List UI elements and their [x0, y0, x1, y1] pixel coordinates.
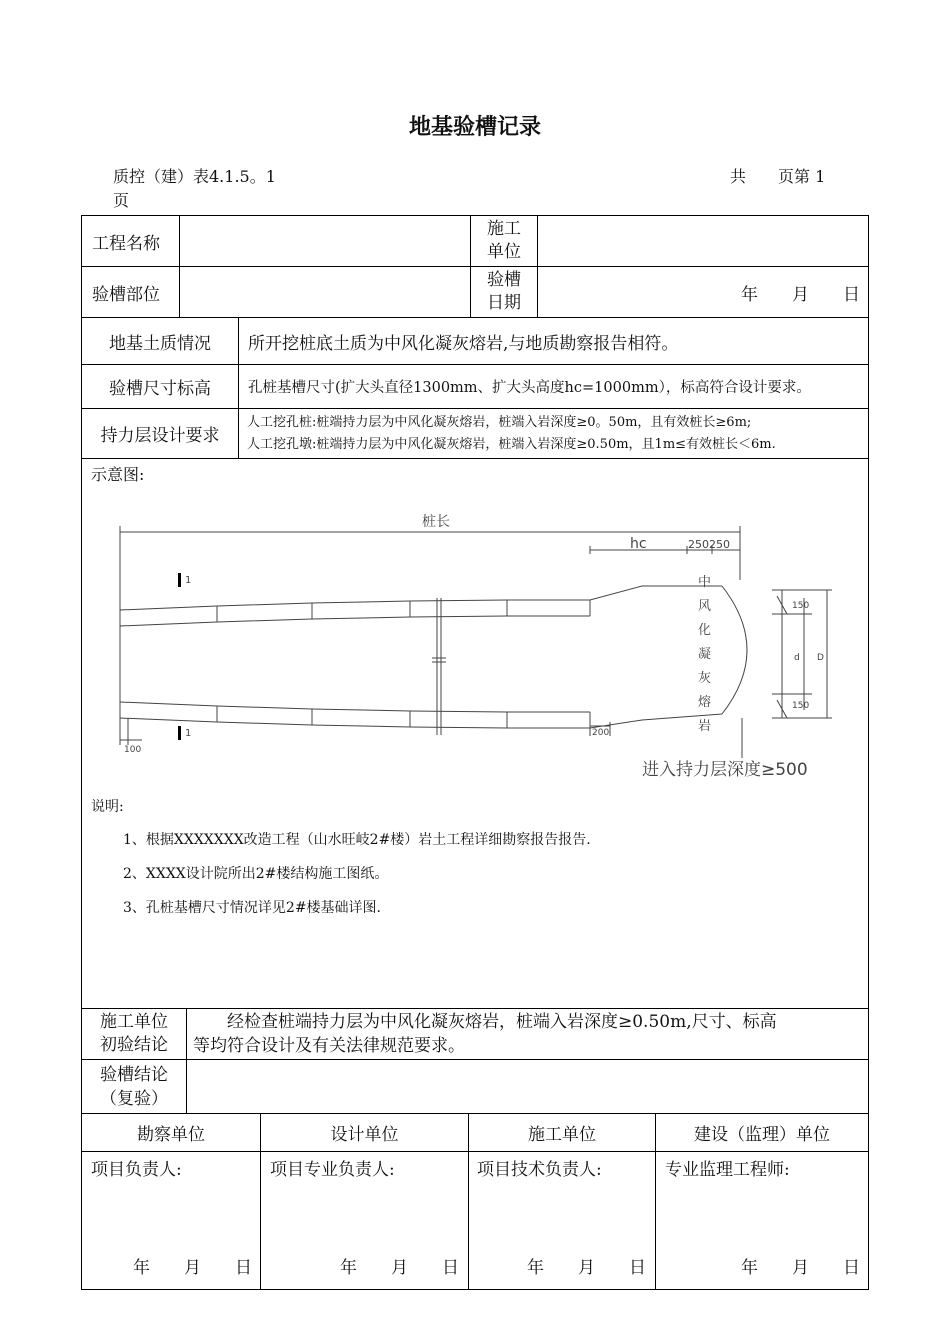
soil-value: 所开挖桩底土质为中风化凝灰熔岩,与地质勘察报告相符。 [248, 333, 679, 354]
note-item-1: 1、根据XXXXXXX改造工程（山水旺岐2#楼）岩土工程详细勘察报告报告. [123, 832, 591, 848]
svg-text:化: 化 [698, 623, 712, 638]
embed-depth-label: 进入持力层深度≥500 [642, 760, 808, 780]
final-conclusion-label: 验槽结论 （复验） [100, 1064, 168, 1109]
note-item-2: 2、XXXX设计院所出2#楼结构施工图纸。 [123, 866, 389, 882]
date-supervision: 年 月 日 [741, 1258, 860, 1278]
page-title: 地基验槽记录 [408, 114, 541, 140]
dim-s-top: 150 [792, 601, 810, 611]
dim-s-bottom: 150 [792, 701, 810, 711]
initial-conclusion-label: 施工单位 初验结论 [100, 1012, 168, 1055]
bearing-value: 人工挖孔桩:桩端持力层为中风化凝灰熔岩，桩端入岩深度≥0。50m，且有效桩长≥6m; 人工挖孔墩:桩端持力层为中风化凝灰熔岩，桩端入岩深度≥0.50m，且1m≤有效桩长＜6m. [247, 414, 776, 452]
svg-text:凝: 凝 [698, 647, 712, 662]
project-name-value[interactable] [180, 216, 470, 266]
section-mark-top: 1 [185, 575, 192, 586]
page-info: 共 页第 1 [730, 167, 826, 186]
trench-location-value[interactable] [180, 267, 470, 317]
project-name-label: 工程名称 [92, 233, 160, 254]
diagram-label: 示意图: [91, 465, 145, 484]
svg-text:熔: 熔 [698, 695, 712, 710]
dim-100-label: 100 [124, 745, 142, 755]
size-label: 验槽尺寸标高 [109, 379, 211, 399]
svg-text:灰: 灰 [698, 671, 712, 686]
initial-conclusion-text: 经检查桩端持力层为中风化凝灰熔岩，桩端入岩深度≥0.50m,尺寸、标高 等均符合设计及有关法律规范要求。 [193, 1012, 777, 1056]
date-construction: 年 月 日 [527, 1258, 646, 1278]
unit-design: 设计单位 [330, 1125, 399, 1145]
unit-survey: 勘察单位 [137, 1125, 205, 1145]
date-design: 年 月 日 [340, 1258, 459, 1278]
trench-date-label: 验槽 日期 [487, 270, 521, 313]
date-survey: 年 月 日 [133, 1258, 252, 1278]
rock-vertical-label [698, 574, 711, 734]
unit-construction: 施工单位 [528, 1125, 596, 1145]
construction-unit-value[interactable] [538, 216, 868, 266]
signer-design: 项目专业负责人: [270, 1160, 395, 1180]
trench-location-label: 验槽部位 [92, 284, 160, 305]
svg-text:岩: 岩 [698, 719, 712, 734]
form-number: 质控（建）表4.1.5。1 [113, 167, 276, 186]
signer-survey: 项目负责人: [91, 1160, 182, 1180]
pile-length-label: 桩长 [422, 514, 450, 530]
construction-unit-label: 施工 单位 [487, 219, 521, 262]
section-mark-bottom: 1 [185, 728, 192, 739]
soil-label: 地基土质情况 [109, 333, 211, 354]
svg-text:风: 风 [698, 599, 712, 614]
dim-D-label: D [817, 653, 824, 663]
svg-text:中: 中 [698, 575, 712, 590]
dim-200-label: 200 [592, 728, 610, 738]
dim-250-label: 250250 [688, 538, 730, 551]
pile-diagram [82, 490, 868, 790]
signer-construction: 项目技术负责人: [477, 1160, 602, 1180]
size-value: 孔桩基槽尺寸(扩大头直径1300mm、扩大头高度hc=1000mm），标高符合设计要求。 [248, 380, 811, 396]
note-item-3: 3、孔桩基槽尺寸情况详见2#楼基础详图. [123, 900, 381, 916]
final-conclusion-value[interactable] [187, 1060, 868, 1113]
trench-date-value[interactable]: 年 月 日 [741, 284, 860, 305]
unit-supervision: 建设（监理）单位 [694, 1125, 830, 1145]
notes-label: 说明: [91, 799, 124, 815]
dim-d-label: d [794, 653, 800, 663]
signer-supervision: 专业监理工程师: [665, 1160, 790, 1180]
bearing-label: 持力层设计要求 [100, 426, 220, 446]
hc-label: hc [630, 536, 647, 552]
page-label: 页 [113, 191, 130, 210]
